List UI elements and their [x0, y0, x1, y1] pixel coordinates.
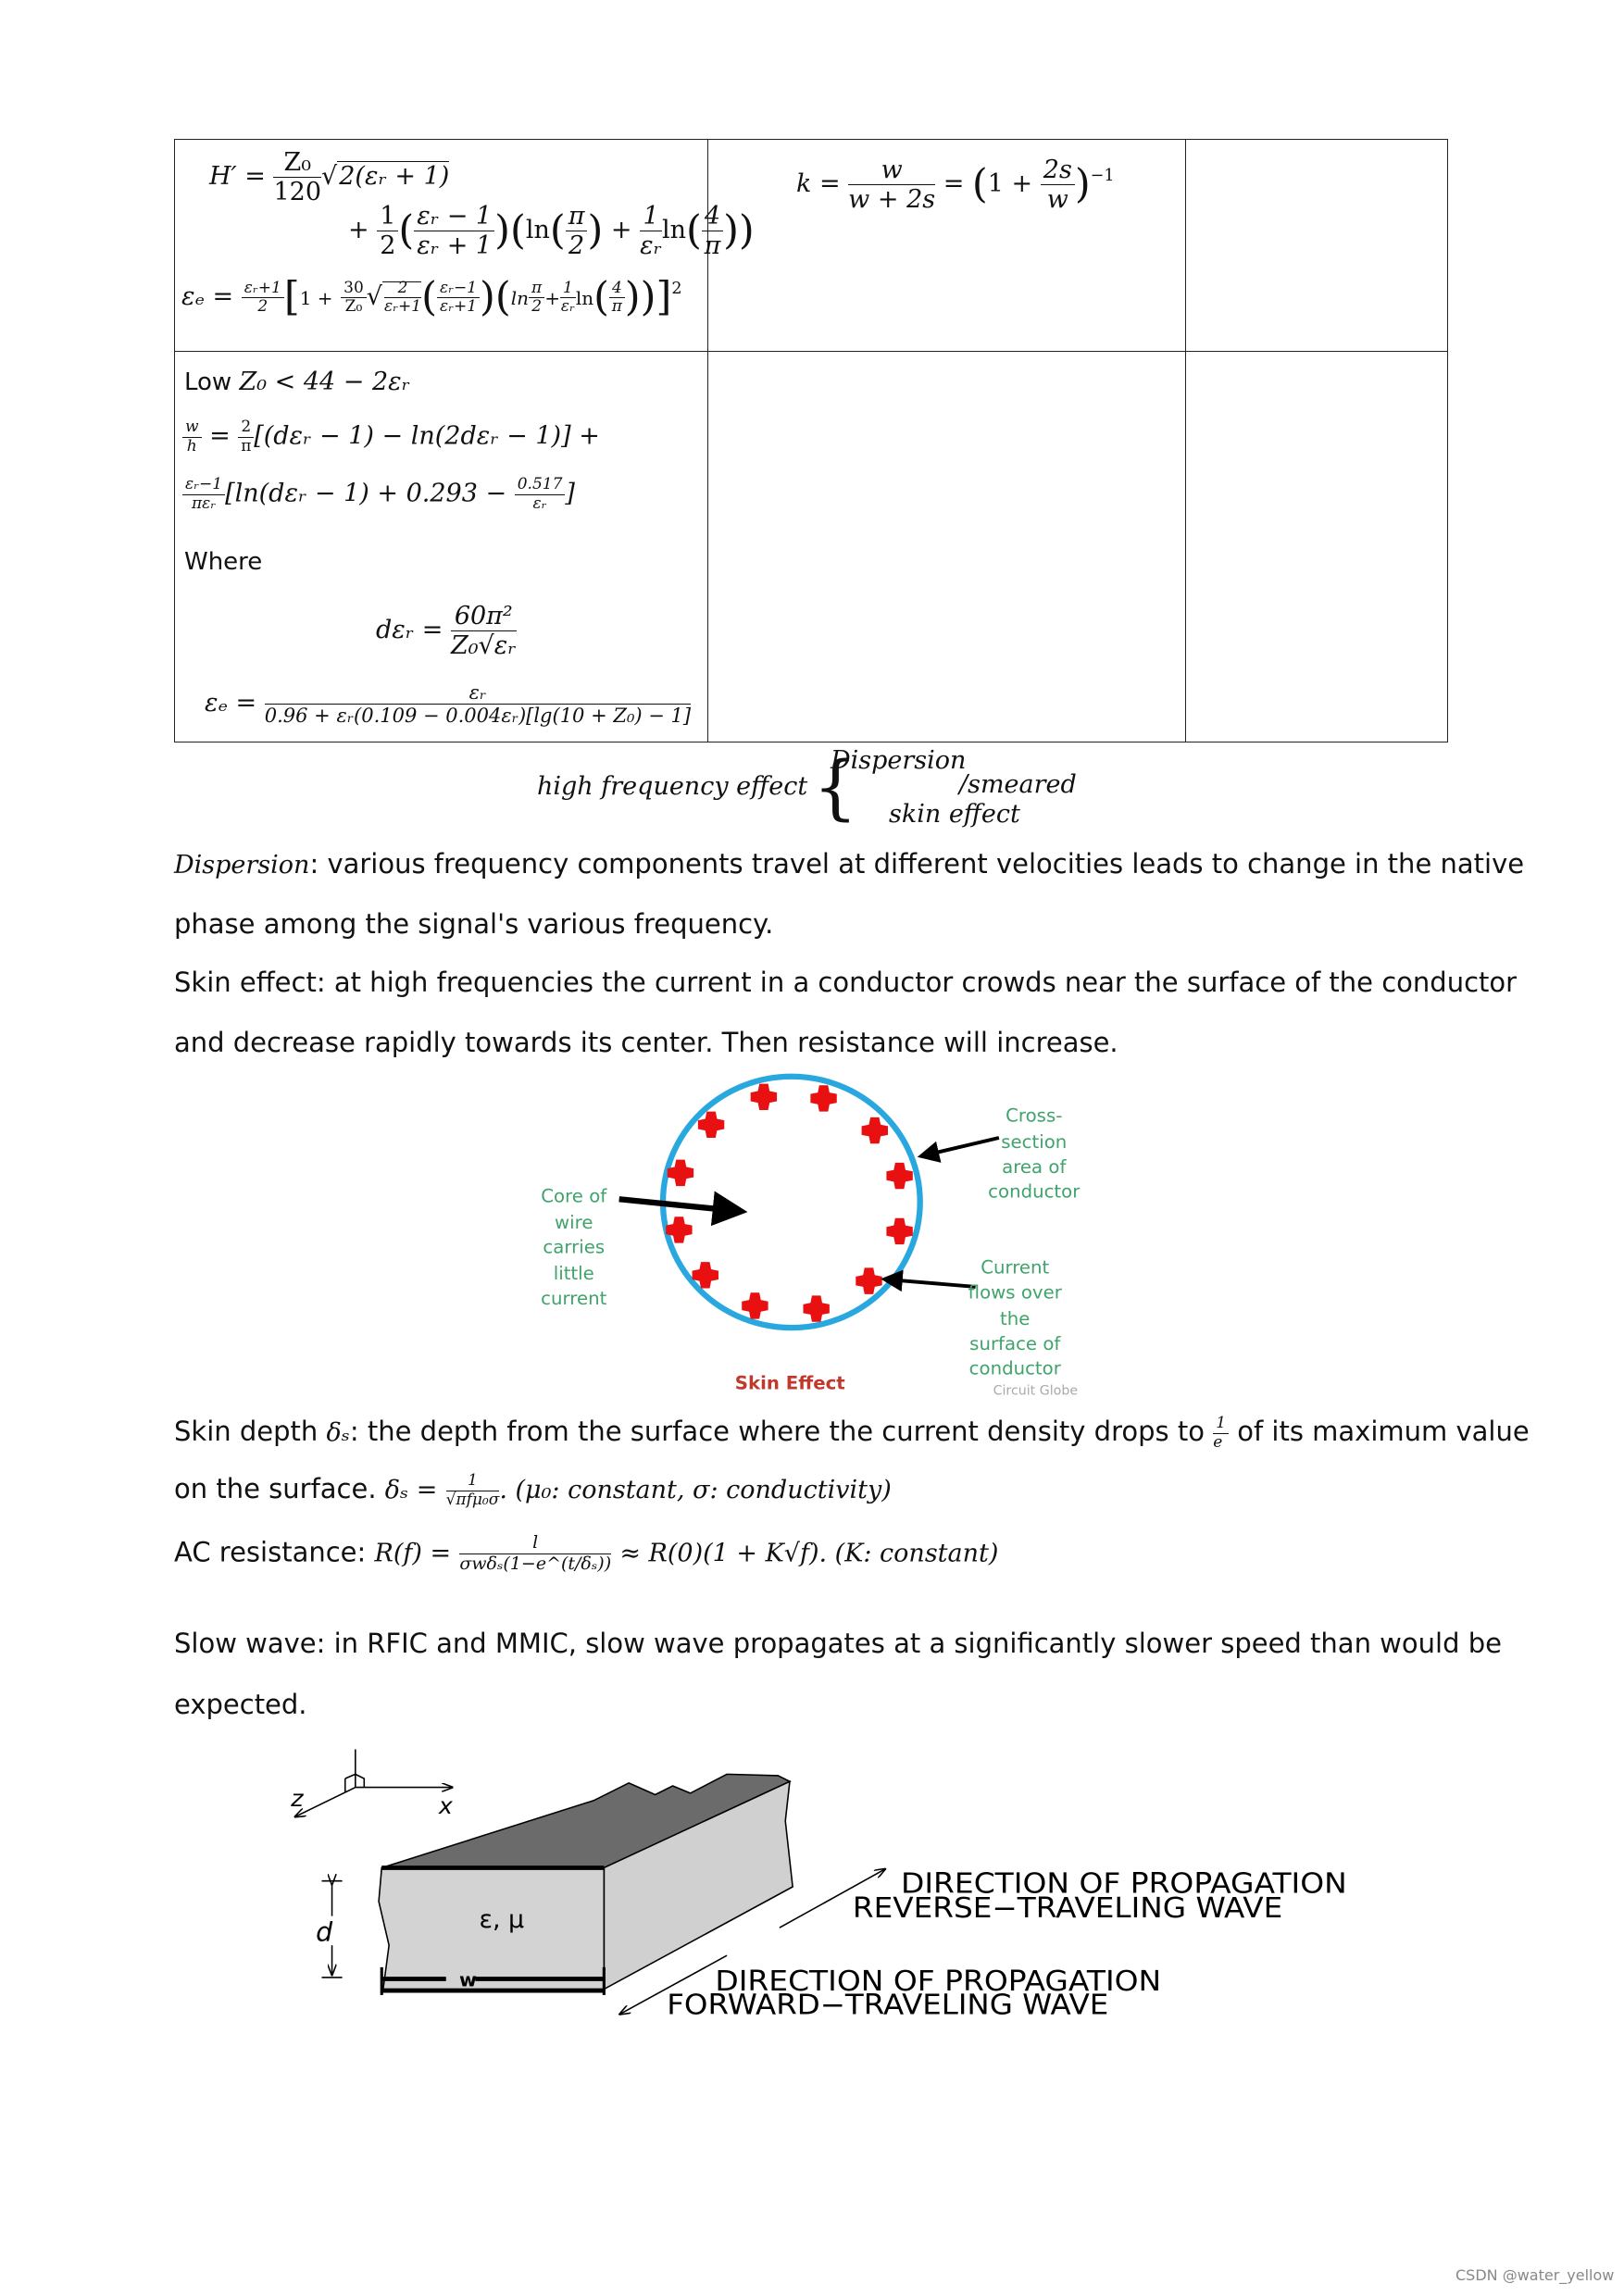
frac	[451, 602, 517, 660]
low-z-condition	[184, 368, 410, 396]
axis-x-label: x	[438, 1792, 453, 1820]
frac	[566, 202, 588, 260]
den: w + 2s	[848, 185, 936, 215]
cross-label: Cross-	[1006, 1104, 1063, 1127]
w-over-h-formula-line2	[182, 476, 575, 513]
frac	[459, 1533, 611, 1575]
num: w	[182, 418, 202, 438]
conductor-ring	[663, 1077, 920, 1328]
frac	[242, 280, 284, 317]
frac	[515, 476, 566, 513]
expr: [(dεᵣ − 1) − ln(2dεᵣ − 1)] +	[254, 421, 600, 451]
core-label: wire	[555, 1211, 593, 1233]
material-label: ε, μ	[479, 1905, 525, 1935]
lhs: εₑ =	[181, 282, 234, 312]
den: Z₀√εᵣ	[450, 631, 517, 661]
where-label: Where	[184, 548, 263, 576]
num: w	[848, 156, 935, 185]
den: εᵣ	[532, 493, 547, 513]
frac	[529, 280, 544, 317]
hf-smeared: /smeared	[959, 770, 1077, 799]
op: =	[209, 421, 231, 451]
current-label: surface of	[969, 1332, 1061, 1354]
core-label: current	[541, 1287, 607, 1309]
den: e	[1213, 1432, 1223, 1452]
den: πεᵣ	[191, 493, 217, 513]
text: AC resistance:	[174, 1536, 367, 1568]
delta-symbol: δₛ	[326, 1418, 350, 1448]
den: εᵣ + 1	[417, 231, 493, 261]
text: on the surface.	[174, 1473, 377, 1505]
frac	[182, 418, 202, 455]
exponent: 2	[671, 279, 682, 298]
current-label: conductor	[968, 1357, 1061, 1379]
num: π	[566, 202, 588, 231]
slow-wave-line1: Slow wave: in RFIC and MMIC, slow wave propagates at a significantly slower speed than would be	[174, 1628, 1502, 1659]
den: 2	[531, 297, 543, 317]
dispersion-paragraph-line2: phase among the signal's various frequency.	[174, 908, 774, 940]
skin-effect-title: Skin Effect	[734, 1372, 845, 1394]
axes	[295, 1750, 453, 1820]
exponent: −1	[1090, 166, 1115, 185]
dispersion-term: Dispersion	[174, 851, 310, 880]
d-er-formula	[376, 602, 517, 660]
num: εᵣ−1	[437, 280, 480, 299]
current-arrow	[888, 1279, 976, 1287]
num: 1	[446, 1472, 500, 1491]
w-over-h-formula	[182, 418, 600, 455]
num: Z₀	[273, 148, 321, 178]
lhs: R(f) =	[374, 1539, 452, 1568]
cross-label: section	[1001, 1131, 1068, 1154]
frac	[446, 1472, 500, 1509]
cross-label: area of	[1002, 1155, 1067, 1178]
num: 2s	[1041, 156, 1075, 185]
cell-empty-2	[708, 352, 1186, 742]
num: 4	[609, 280, 625, 299]
num: εᵣ	[265, 681, 691, 705]
slow-wave-figure	[285, 1741, 1360, 2033]
frac	[560, 280, 576, 317]
ac-resistance-line	[174, 1533, 998, 1575]
op: =	[943, 169, 965, 199]
op: 1 +	[987, 169, 1033, 199]
frac	[640, 202, 662, 260]
den: 2	[257, 297, 269, 317]
core-label: Core of	[541, 1185, 607, 1207]
den: π	[241, 436, 252, 455]
op: +	[544, 287, 560, 310]
skin-effect-figure	[527, 1072, 1090, 1401]
den: εᵣ+1	[384, 297, 422, 317]
num: εᵣ−1	[182, 476, 225, 495]
text: : the depth from the surface where the current density drops to	[349, 1416, 1205, 1448]
den: εᵣ+1	[439, 297, 478, 317]
num: 1	[1213, 1415, 1229, 1434]
note: . (μ₀: constant, σ: conductivity)	[499, 1476, 892, 1505]
op: +	[610, 216, 632, 245]
frac	[1041, 156, 1075, 214]
eps-e-formula-high: εₑ = $\frac{\text{εᵣ+1}}{2}$ [1 + $\frac{30}{\text{Z₀}}$ √ $\frac{2}{\text{εᵣ+1}}$ ( $\frac{\text{εᵣ−1}}{\text{εᵣ+1}}$ )(ln $\frac{\pi}{2}$ + $\frac{1}{\text{εᵣ}}$ ln( $\frac{4}{\pi}$ ))]$^2$	[181, 274, 682, 320]
den: 120	[273, 178, 322, 207]
text: : various frequency components travel at different velocities leads to change in the native	[309, 848, 1525, 880]
num: 1	[560, 280, 576, 299]
num: π	[529, 280, 544, 299]
lhs: εₑ =	[205, 689, 257, 718]
den: π	[611, 297, 622, 317]
den: 2	[380, 231, 396, 261]
core-label: carries	[543, 1236, 606, 1258]
num: 1	[377, 202, 398, 231]
depth-label: d	[316, 1916, 333, 1948]
skin-effect-paragraph-line1: Skin effect: at high frequencies the current in a conductor crowds near the surface of the conductor	[174, 967, 1518, 998]
skin-depth-line2	[174, 1472, 892, 1509]
h-prime-formula-line2: + $\frac{1}{2}$ ( $\frac{\text{εᵣ − 1}}{\text{εᵣ + 1}}$ )(ln( $\frac{\pi}{2}$ ) + $\frac{1}{\text{εᵣ}}$ ln( $\frac{4}{\pi}$ ))	[348, 202, 755, 261]
eps-e-formula-low	[205, 681, 691, 727]
ln: ln	[575, 287, 594, 310]
num: 0.517	[515, 476, 566, 495]
lhs: k =	[796, 169, 841, 199]
width-label: w	[458, 1968, 477, 1991]
frac	[182, 476, 225, 513]
den: w	[1046, 185, 1068, 215]
hf-effect-label: high frequency effect	[537, 772, 808, 801]
ln: ln	[510, 287, 530, 310]
frac	[238, 418, 254, 455]
sqrt-content: 2(εᵣ + 1)	[339, 162, 450, 192]
core-label: little	[553, 1263, 594, 1285]
den: √πfμ₀σ	[445, 1490, 500, 1509]
frac	[437, 280, 480, 317]
num: 1	[640, 202, 662, 231]
num: 30	[341, 280, 367, 299]
frac	[273, 148, 321, 206]
text: of its maximum value	[1237, 1416, 1530, 1448]
credit-label: Circuit Globe	[993, 1383, 1079, 1399]
expr: ]	[565, 479, 575, 508]
lhs: dεᵣ =	[376, 616, 443, 645]
den: σwδₛ(1−e^(t/δₛ))	[459, 1553, 612, 1574]
num: εᵣ+1	[242, 280, 284, 299]
frac	[848, 156, 935, 214]
den: εᵣ	[560, 297, 575, 317]
frac	[702, 202, 723, 260]
op: 1 +	[299, 287, 333, 310]
frac	[384, 280, 421, 317]
expr: [ln(dεᵣ − 1) + 0.293 −	[225, 479, 507, 508]
skin-depth-line1	[174, 1414, 1530, 1452]
num: l	[459, 1533, 611, 1554]
forward-label-1: DIRECTION OF PROPAGATION	[715, 1965, 1162, 1999]
h-prime-formula: H′ = $\frac{\text{Z₀}}{120}$ √2(εᵣ + 1)	[209, 148, 450, 207]
den: Z₀	[344, 297, 363, 317]
op: +	[348, 216, 369, 245]
frac	[265, 681, 691, 727]
slow-wave-line2: expected.	[174, 1689, 307, 1720]
skin-effect-paragraph-line2: and decrease rapidly towards its center. Then resistance will increase.	[174, 1027, 1118, 1058]
ln: ln	[662, 216, 687, 245]
cell-empty-1	[1186, 140, 1448, 352]
brace: {	[813, 745, 858, 828]
current-label: Current	[981, 1256, 1050, 1279]
low-cond: Z₀ < 44 − 2εᵣ	[239, 368, 411, 396]
num: 4	[702, 202, 723, 231]
dispersion-paragraph-line1	[174, 848, 1525, 880]
k-formula: k = $\frac{w}{w + 2s}$ = (1 + $\frac{2s}{w}$ )$^{-1}$	[796, 156, 1115, 215]
reverse-label-2: REVERSE−TRAVELING WAVE	[852, 1892, 1283, 1926]
forward-label-2: FORWARD−TRAVELING WAVE	[667, 1989, 1109, 2022]
cell-empty-3	[1186, 352, 1448, 742]
lhs: δₛ =	[384, 1476, 438, 1505]
watermark: CSDN @water_yellow	[1455, 2266, 1615, 2284]
frac	[414, 202, 494, 260]
num: 2	[384, 280, 421, 299]
frac	[377, 202, 398, 260]
current-label: flows over	[968, 1281, 1062, 1304]
den: 0.96 + εᵣ(0.109 − 0.004εᵣ)[lg(10 + Z₀) − 1]	[264, 705, 692, 728]
hf-skin: skin effect	[889, 800, 1020, 829]
cross-section-arrow	[924, 1138, 998, 1155]
den: 2	[568, 231, 585, 261]
den: h	[186, 436, 197, 455]
cross-label: conductor	[988, 1180, 1081, 1203]
num: 2	[238, 418, 254, 438]
frac	[341, 280, 367, 317]
den: εᵣ	[640, 231, 662, 261]
reverse-label-1: DIRECTION OF PROPAGATION	[901, 1867, 1347, 1901]
ln: ln	[525, 216, 550, 245]
num: εᵣ − 1	[414, 202, 494, 231]
axis-z-label: z	[291, 1785, 304, 1813]
den: π	[704, 231, 721, 261]
low-label: Low	[184, 368, 232, 396]
h-prime-lhs: H′ =	[209, 162, 266, 192]
rhs: ≈ R(0)(1 + K√f). (K: constant)	[619, 1539, 999, 1568]
num: 60π²	[451, 602, 517, 631]
frac	[609, 280, 625, 317]
current-label: the	[1000, 1307, 1031, 1329]
hf-dispersion: Dispersion	[831, 746, 967, 775]
frac	[1213, 1415, 1229, 1452]
text: Skin depth	[174, 1416, 319, 1448]
